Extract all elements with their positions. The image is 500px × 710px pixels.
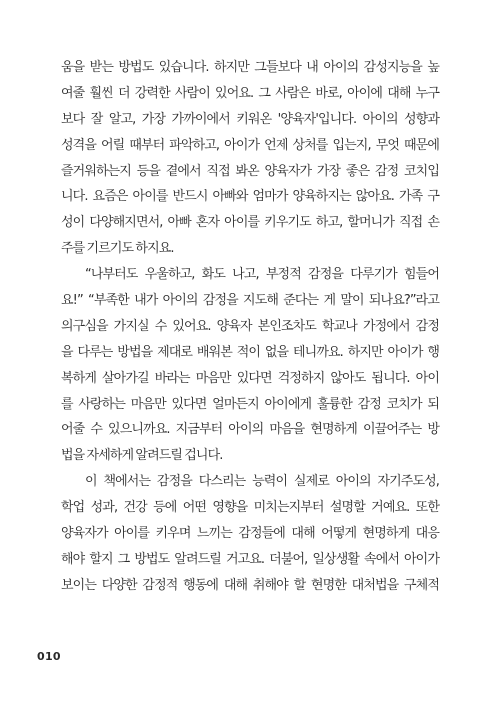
paragraph-start-line: 이 책에서는 감정을 다스리는 능력이 실제로 아이의 자기주도성,: [85, 474, 439, 490]
text-line: 즐거워하는지 등을 곁에서 직접 봐온 양육자가 가장 좋은 감정 코치입: [61, 163, 439, 179]
text-line: 보다 잘 알고, 가장 가까이에서 키워온 '양육자'입니다. 아이의 성향과: [61, 111, 439, 127]
text-line: 학업 성과, 건강 등에 어떤 영향을 미치는지부터 설명할 거예요. 또한: [61, 500, 439, 516]
text-line: 의구심을 가지실 수 있어요. 양육자 본인조차도 학교나 가정에서 감정: [61, 318, 439, 334]
text-line: 어줄 수 있으니까요. 지금부터 아이의 마음을 현명하게 이끌어주는 방: [61, 422, 439, 438]
text-line: 을 다루는 방법을 제대로 배워본 적이 없을 테니까요. 하지만 아이가 행: [61, 344, 439, 360]
text-line: 법을 자세하게 알려드릴 겁니다.: [61, 448, 223, 464]
text-line: 요!” “부족한 내가 아이의 감정을 지도해 준다는 게 말이 되나요?”라고: [61, 293, 439, 309]
text-line: 복하게 살아가길 바라는 마음만 있다면 걱정하지 않아도 됩니다. 아이: [61, 370, 439, 386]
text-line: 성격을 어릴 때부터 파악하고, 아이가 언제 상처를 입는지, 무엇 때문에: [61, 137, 439, 153]
text-line: 여줄 훨씬 더 강력한 사람이 있어요. 그 사람은 바로, 아이에 대해 누구: [61, 85, 439, 101]
paragraph-start-line: “나부터도 우울하고, 화도 나고, 부정적 감정을 다루기가 힘들어: [85, 267, 439, 283]
text-line: 해야 할지 그 방법도 알려드릴 거고요. 더불어, 일상생활 속에서 아이가: [61, 551, 439, 567]
text-line: 니다. 요즘은 아이를 반드시 아빠와 엄마가 양육하지는 않아요. 가족 구: [61, 189, 439, 205]
text-line: 를 사랑하는 마음만 있다면 얼마든지 아이에게 훌륭한 감정 코치가 되: [61, 396, 439, 412]
text-line: 양육자가 아이를 키우며 느끼는 감정들에 대해 어떻게 현명하게 대응: [61, 526, 439, 542]
page-number: 010: [37, 650, 61, 663]
text-line: 움을 받는 방법도 있습니다. 하지만 그들보다 내 아이의 감성지능을 높: [61, 60, 439, 75]
text-line: 주를 기르기도 하지요.: [61, 241, 174, 257]
text-line: 보이는 다양한 감정적 행동에 대해 취해야 할 현명한 대처법을 구체적: [61, 577, 439, 593]
body-text: [61, 55, 439, 599]
text-line: 성이 다양해지면서, 아빠 혼자 아이를 키우기도 하고, 할머니가 직접 손: [61, 215, 439, 231]
